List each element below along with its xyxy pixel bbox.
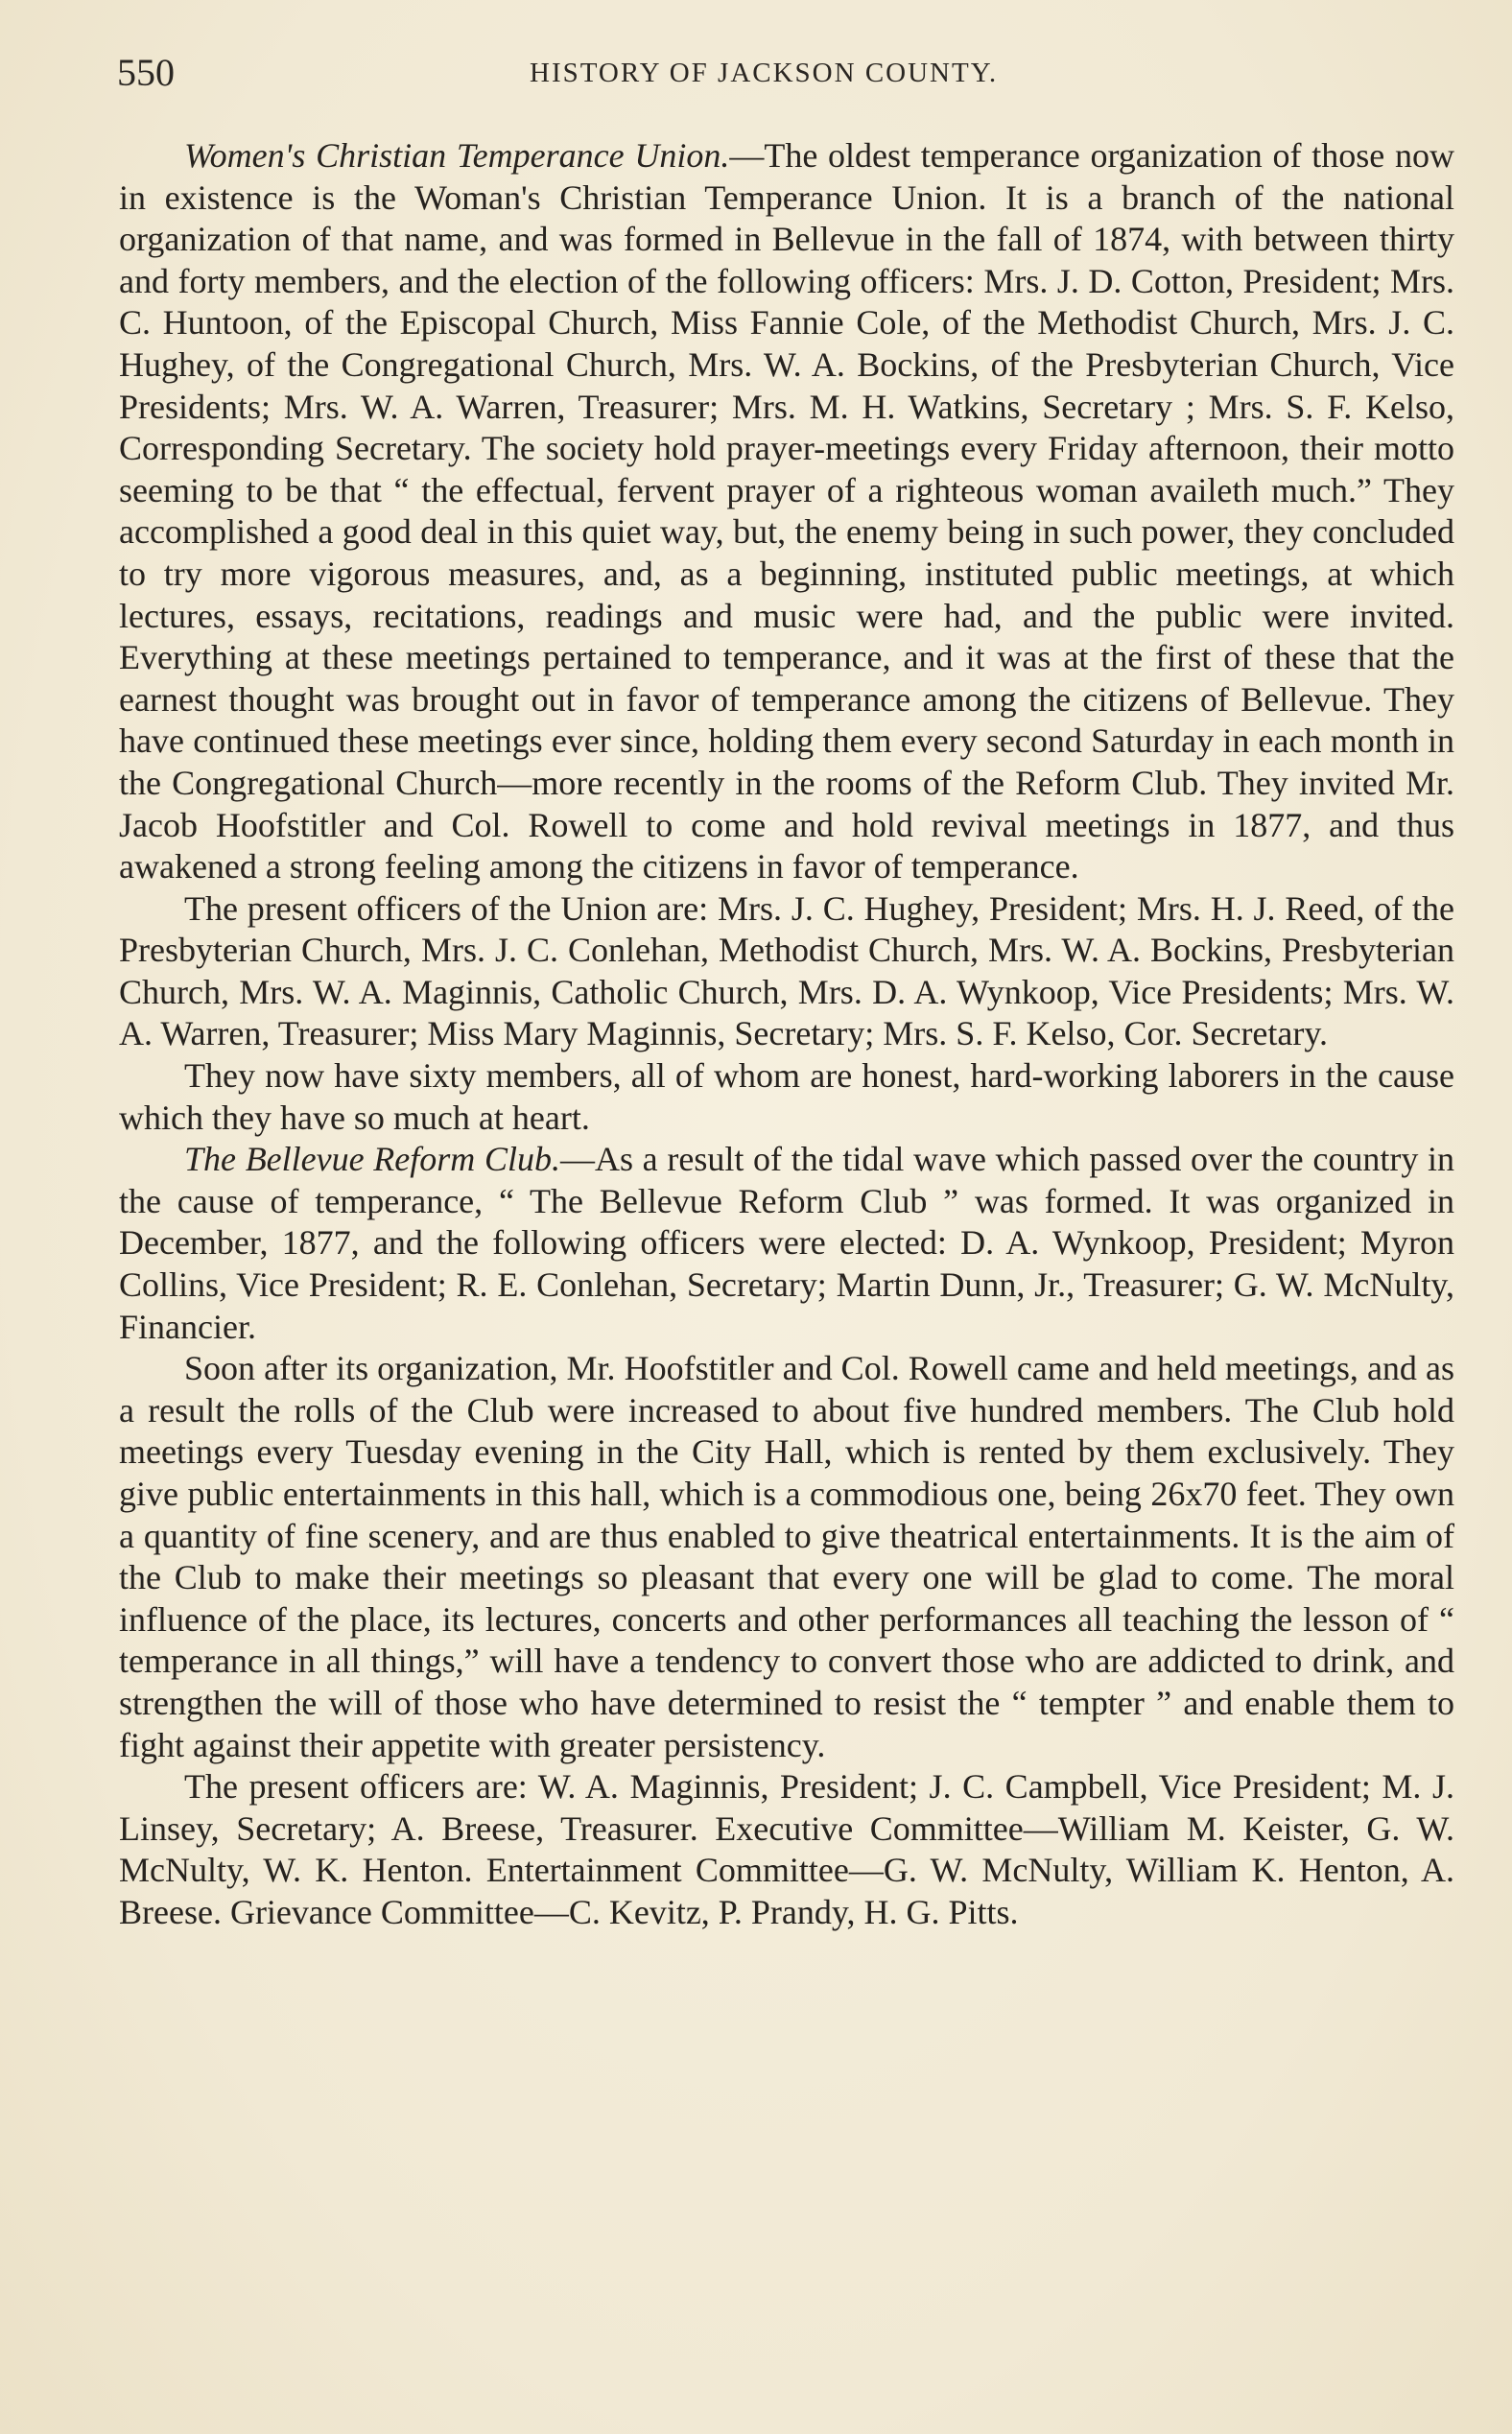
paragraph-reform-club-officers (119, 1766, 1454, 1933)
paragraph-text: The present officers are: W. A. Maginnis, President; J. C. Campbell, Vice President; M. J. Linsey, Secretary; A. Breese, Treasurer. Executive Committee—William M. Keister, G. W. McNulty, W. K. Henton. Entertainment Committee—G. W. McNulty, William K. Henton, A. Breese. Grievance Committee—C. Kevitz, P. Prandy, H. G. Pitts. (119, 1767, 1454, 1931)
paragraph-text: —The oldest temperance organization of those now in existence is the Woman's Christian Temperance Union. It is a branch of the national organization of that name, and was formed in Bellevue in the fall of 1874, with between thirty and forty members, and the election of the following officers: Mrs. J. D. Cotton, President; Mrs. C. Huntoon, of the Episcopal Church, Miss Fannie Cole, of the Methodist Church, Mrs. J. C. Hughey, of the Congregational Church, Mrs. W. A. Bockins, of the Presbyterian Church, Vice Presidents; Mrs. W. A. Warren, Treasurer; Mrs. M. H. Watkins, Secretary ; Mrs. S. F. Kelso, Corresponding Secretary. The society hold prayer-meetings every Friday afternoon, their motto seeming to be that “ the effectual, fervent prayer of a righteous woman availeth much.” They accomplished a good deal in this quiet way, but, the enemy being in such power, they concluded to try more vigorous measures, and, as a beginning, instituted public meetings, at which lectures, essays, recitations, readings and music were had, and the public were invited. Everything at these meetings pertained to temperance, and it was at the first of these that the earnest thought was brought out in favor of temperance among the citizens of Bellevue. They have continued these meetings ever since, holding them every second Saturday in each month in the Congregational Church—more recently in the rooms of the Reform Club. They invited Mr. Jacob Hoofstitler and Col. Rowell to come and hold revival meetings in 1877, and thus awakened a strong feeling among the citizens in favor of temperance. (119, 136, 1454, 886)
paragraph-text: They now have sixty members, all of whom are honest, hard-working laborers in the cause which they have so much at heart. (119, 1056, 1454, 1137)
section-heading-wctu: Women's Christian Temperance Union. (184, 136, 730, 175)
paragraph-wctu-history (119, 135, 1454, 888)
paragraph-reform-club-origin (119, 1139, 1454, 1348)
section-heading-reform-club: The Bellevue Reform Club. (184, 1140, 560, 1179)
paragraph-text: —As a result of the tidal wave which passed over the country in the cause of temperance, “ The Bellevue Reform Club ” was formed. It was organized in December, 1877, and the following officers were elected: D. A. Wynkoop, President; Myron Collins, Vice President; R. E. Conlehan, Secretary; Martin Dunn, Jr., Treasurer; G. W. McNulty, Financier. (119, 1140, 1455, 1346)
running-title: HISTORY OF JACKSON COUNTY. (530, 58, 999, 88)
running-head (117, 50, 1460, 107)
paragraph-text: The present officers of the Union are: Mrs. J. C. Hughey, President; Mrs. H. J. Reed, of the Presbyterian Church, Mrs. J. C. Conlehan, Methodist Church, Mrs. W. A. Bockins, Presbyterian Church, Mrs. W. A. Maginnis, Catholic Church, Mrs. D. A. Wynkoop, Vice Presidents; Mrs. W. A. Warren, Treasurer; Miss Mary Maginnis, Secretary; Mrs. S. F. Kelso, Cor. Secretary. (119, 888, 1454, 1053)
body-text (119, 135, 1454, 1934)
paragraph-text: Soon after its organization, Mr. Hoofstitler and Col. Rowell came and held meetings, and as a result the rolls of the Club were increased to about five hundred members. The Club hold meetings every Tuesday evening in the City Hall, which is rented by them exclusively. They give public entertainments in this hall, which is a commodious one, being 26x70 feet. They own a quantity of fine scenery, and are thus enabled to give theatrical entertainments. It is the aim of the Club to make their meetings so pleasant that every one will be glad to come. The moral influence of the place, its lectures, concerts and other performances all teaching the lesson of “ temperance in all things,” will have a tendency to convert those who are addicted to drink, and strengthen the will of those who have determined to resist the “ tempter ” and enable them to fight against their appetite with greater persistency. (119, 1349, 1454, 1764)
paragraph-reform-club-activities (119, 1348, 1454, 1766)
paragraph-wctu-membership (119, 1055, 1454, 1139)
paragraph-wctu-present-officers (119, 888, 1454, 1055)
page-number: 550 (117, 51, 175, 94)
